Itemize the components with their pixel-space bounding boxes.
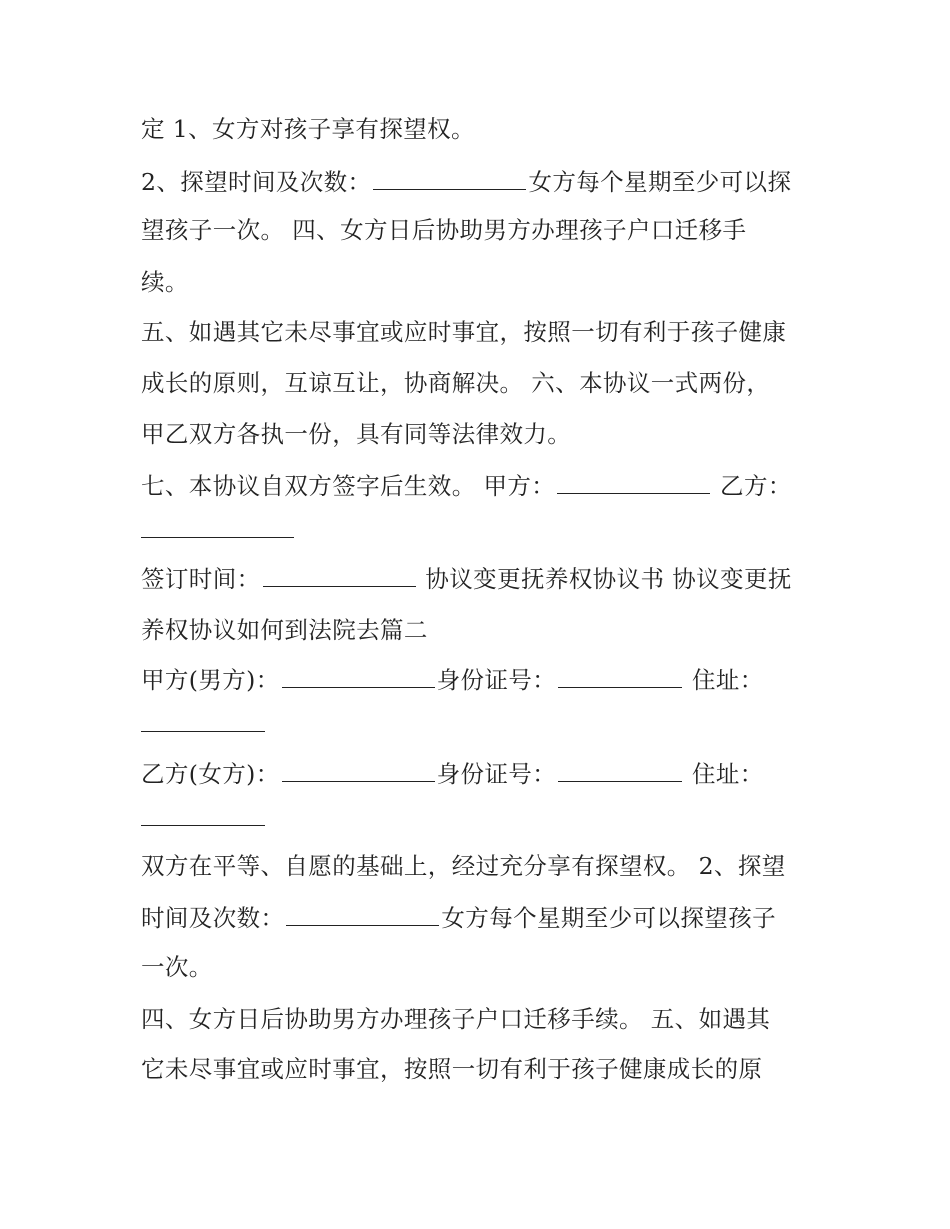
- text-segment: 一次。: [141, 953, 213, 981]
- text-segment: 女方每个星期至少可以探望孩子: [441, 904, 777, 932]
- text-line: [141, 797, 841, 837]
- text-segment: 乙方(女方)：: [141, 760, 280, 788]
- text-segment: 乙方：: [712, 472, 792, 500]
- visit-frequency-blank: [373, 161, 526, 190]
- party-b-name-blank: [282, 753, 435, 782]
- text-line: [141, 1049, 841, 1089]
- text-line: [141, 414, 841, 454]
- text-segment: 2、探望时间及次数：: [141, 168, 372, 196]
- text-segment: 女方每个星期至少可以探: [528, 168, 792, 196]
- text-line: [141, 312, 841, 352]
- text-segment: 续。: [141, 268, 189, 296]
- party-a-address-blank: [141, 703, 265, 732]
- party-b-address-blank: [141, 797, 265, 826]
- text-segment: 它未尽事宜或应时事宜，按照一切有利于孩子健康成长的原: [141, 1055, 763, 1083]
- text-line: [141, 897, 841, 937]
- text-line: [141, 659, 841, 699]
- text-segment: 成长的原则，互谅互让，协商解决。 六、本协议一式两份，: [141, 369, 771, 397]
- text-line: [141, 465, 841, 505]
- text-line: [141, 703, 841, 743]
- text-segment: 协议变更抚养权协议书 协议变更抚: [417, 565, 792, 593]
- text-segment: 身份证号：: [436, 760, 557, 788]
- party-b-signature-blank: [141, 509, 294, 538]
- text-line: [141, 846, 841, 886]
- text-line: [141, 262, 841, 302]
- text-line: [141, 999, 841, 1039]
- party-b-id-blank: [558, 753, 682, 782]
- text-segment: 望孩子一次。 四、女方日后协助男方办理孩子户口迁移手: [141, 216, 747, 244]
- text-line: [141, 558, 841, 598]
- text-line: [141, 109, 841, 149]
- text-segment: 五、如遇其它未尽事宜或应时事宜，按照一切有利于孩子健康: [141, 318, 787, 346]
- text-line: [141, 947, 841, 987]
- text-segment: 养权协议如何到法院去篇二: [141, 616, 428, 644]
- text-segment: 签订时间：: [141, 565, 261, 593]
- text-line: [141, 161, 841, 201]
- text-segment: 住址：: [684, 760, 764, 788]
- text-segment: 时间及次数：: [141, 904, 285, 932]
- party-a-id-blank: [558, 659, 682, 688]
- text-segment: 住址：: [684, 666, 764, 694]
- text-segment: 四、女方日后协助男方办理孩子户口迁移手续。 五、如遇其: [141, 1005, 771, 1033]
- text-line: [141, 363, 841, 403]
- text-line: [141, 210, 841, 250]
- text-segment: 定 1、女方对孩子享有探望权。: [141, 115, 475, 143]
- visit-frequency-blank-2: [286, 897, 439, 926]
- text-line: [141, 753, 841, 793]
- text-segment: 双方在平等、自愿的基础上，经过充分享有探望权。 2、探望: [141, 852, 786, 880]
- party-a-signature-blank: [557, 465, 710, 494]
- text-segment: 甲方(男方)：: [141, 666, 280, 694]
- party-a-name-blank: [282, 659, 435, 688]
- text-segment: 甲乙双方各执一份，具有同等法律效力。: [141, 420, 572, 448]
- signing-date-blank: [263, 558, 416, 587]
- text-segment: 七、本协议自双方签字后生效。 甲方：: [141, 472, 556, 500]
- text-line: [141, 509, 841, 549]
- text-segment: 身份证号：: [436, 666, 557, 694]
- text-line: [141, 610, 841, 650]
